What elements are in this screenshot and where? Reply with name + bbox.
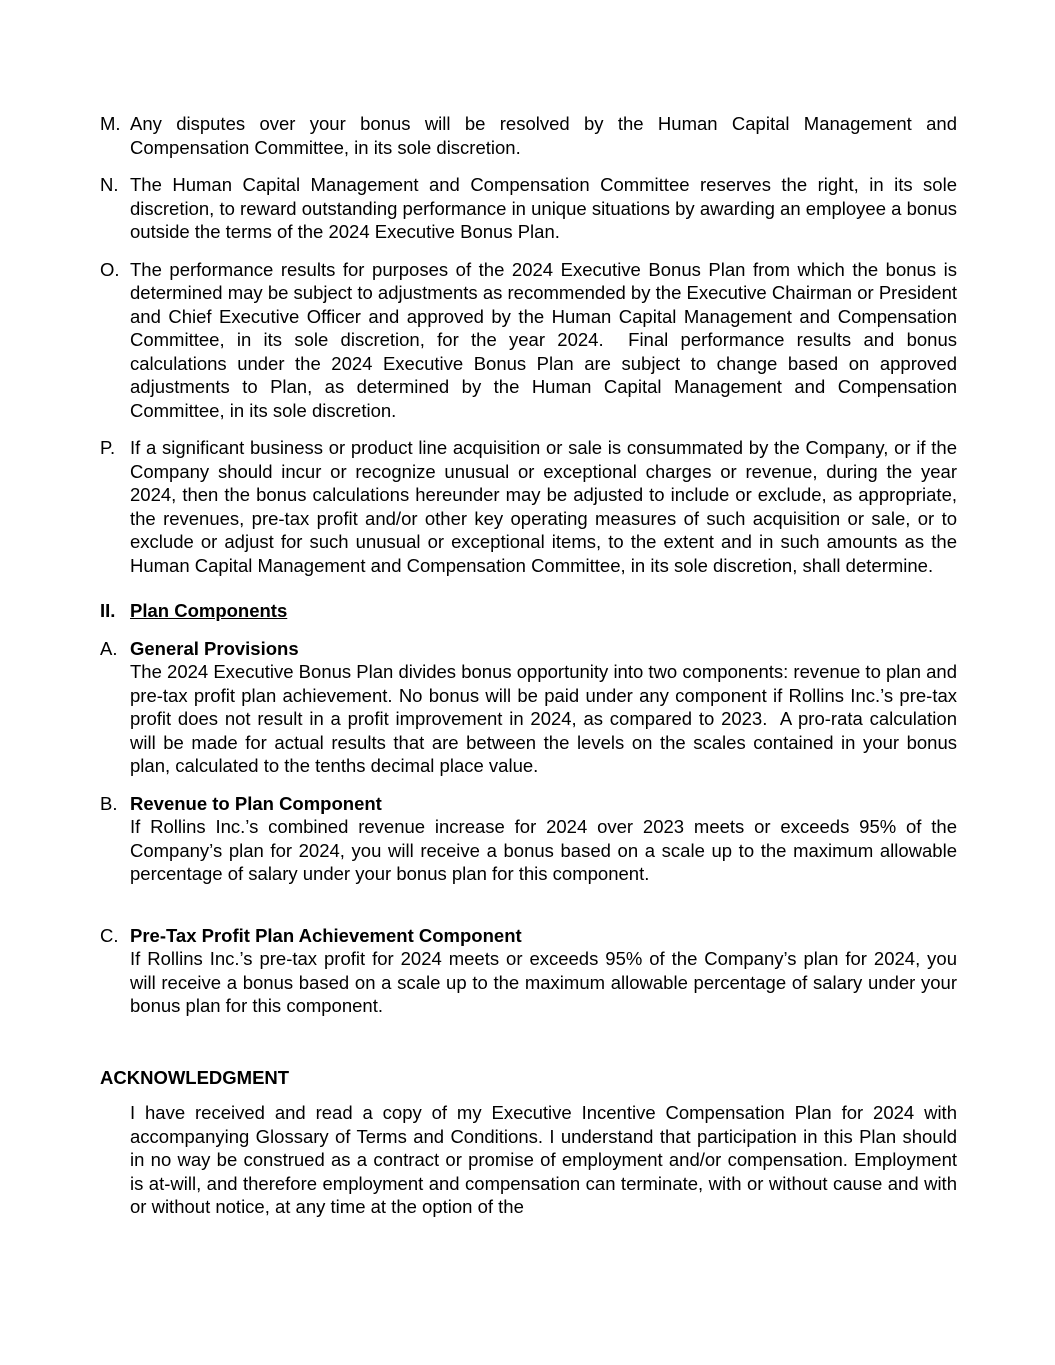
subsection-label: C. (100, 924, 119, 946)
section-title: Plan Components (130, 600, 288, 621)
lettered-paragraph-n (100, 173, 963, 244)
paragraph-label: M. (100, 113, 121, 134)
paragraph-text: Any disputes over your bonus will be resolved by the Human Capital Management and Compensation Committee, in its sole discretion. (130, 113, 963, 158)
paragraph-label: O. (100, 258, 120, 280)
acknowledgment-heading: ACKNOWLEDGMENT (100, 1066, 290, 1088)
lettered-paragraph-p (100, 436, 963, 577)
acknowledgment-paragraph (100, 1101, 963, 1219)
subsection-general-provisions (100, 637, 963, 778)
paragraph-text: The Human Capital Management and Compensation Committee reserves the right, in its sole discretion, to reward outstanding performance in unique situations by awarding an employee a bonus outside the terms of the 2024 Executive Bonus Plan. (130, 174, 963, 242)
subsection-revenue-to-plan (100, 792, 963, 886)
section-number: II. (100, 600, 116, 621)
subsection-body (130, 924, 963, 1018)
lettered-paragraph-m (100, 112, 963, 159)
paragraph-text: If a significant business or product line acquisition or sale is consummated by the Company, or if the Company should incur or recognize unusual or exceptional charges or revenue, during the year 2024, then the bonus calculations hereunder may be adjusted to include or exclude, as appropriate, the revenues, pre-tax profit and/or other key operating measures of such acquisition or sale, or to exclude or adjust for such unusual or exceptional items, to the extent and in such amounts as the Human Capital Management and Compensation Committee, in its sole discretion, shall determine. (130, 437, 963, 576)
subsection-text: If Rollins Inc.’s combined revenue increase for 2024 over 2023 meets or exceeds 95% of the Company’s plan for 2024, you will receive a bonus based on a scale up to the maximum allowable percentage of salary under your bonus plan for this component. (130, 816, 963, 884)
section-heading-plan-components (100, 599, 957, 623)
acknowledgment-text: I have received and read a copy of my Executive Incentive Compensation Plan for 2024 with accompanying Glossary of Terms and Conditions. I understand that participation in this Plan should in no way be construed as a contract or promise of employment and/or compensation. Employment is at-will, and therefore employment and compensation can terminate, with or without cause and with or without notice, at any time at the option of the (130, 1102, 963, 1217)
subsection-heading: Revenue to Plan Component (130, 792, 382, 814)
subsection-heading: Pre-Tax Profit Plan Achievement Component (130, 924, 522, 946)
subsection-pretax-profit (100, 924, 963, 1018)
subsection-heading: General Provisions (130, 637, 299, 659)
paragraph-label: P. (100, 437, 116, 458)
subsection-body (130, 637, 963, 778)
acknowledgment-indent (100, 1101, 130, 1219)
paragraph-label: N. (100, 174, 119, 195)
lettered-paragraph-o (100, 258, 963, 423)
subsection-text: The 2024 Executive Bonus Plan divides bonus opportunity into two components: revenue to plan and pre-tax profit plan achievement. No bonus will be paid under any component if Rollins Inc.’s pre-tax profit does not result in a profit improvement in 2024, as compared to 2023. A pro-rata calculation will be made for actual results that are between the levels on the scales contained in your bonus plan, calculated to the tenths decimal place value. (130, 661, 963, 776)
subsection-label: B. (100, 792, 118, 814)
subsection-text: If Rollins Inc.’s pre-tax profit for 2024 meets or exceeds 95% of the Company’s plan for 2024, you will receive a bonus based on a scale up to the maximum allowable percentage of salary under your bonus plan for this component. (130, 948, 963, 1016)
paragraph-text: The performance results for purposes of the 2024 Executive Bonus Plan from which the bonus is determined may be subject to adjustments as recommended by the Executive Chairman or President and Chief Executive Officer and approved by the Human Capital Management and Compensation Committee, in its sole discretion, for the year 2024. Final performance results and bonus calculations under the 2024 Executive Bonus Plan are subject to change based on approved adjustments to Plan, as determined by the Human Capital Management and Compensation Committee, in its sole discretion. (130, 258, 963, 421)
subsection-label: A. (100, 637, 118, 659)
subsection-body (130, 792, 963, 886)
